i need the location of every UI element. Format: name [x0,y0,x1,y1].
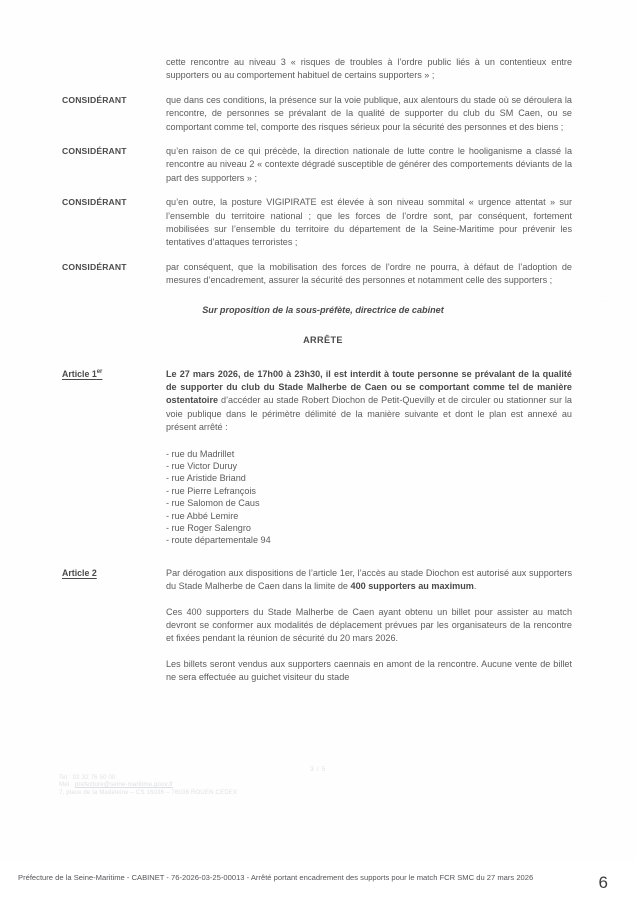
clause-text: qu’en raison de ce qui précède, la direction nationale de lutte contre le hooliganisme a classé la rencontre au niveau 2 « contexte dégradé susceptible de générer des comportements déviants de la part des supporters » ; [166,146,572,183]
viewer-caption-text: Préfecture de la Seine-Maritime - CABINET - 76-2026-03-25-00013 - Arrêté portant encadrement des supports pour le match FCR SMC du 27 mars 2026 [18,873,534,882]
street-list-item: - rue Victor Duruy [166,460,238,471]
article-label-superscript: er [96,368,103,375]
clause-label: CONSIDÉRANT [62,146,127,157]
street-list-item: - rue du Madrillet [166,448,235,459]
clause-label: CONSIDÉRANT [62,94,127,105]
considerant-clause [62,196,572,250]
continued-clause [62,56,572,83]
article-label-main: Article 1 [62,368,97,379]
street-list-item: - rue Abbé Lemire [166,510,239,521]
street-list-item: - route départementale 94 [166,535,271,546]
street-list-item: - rue Roger Salengro [166,522,251,533]
article-1-paragraph [166,368,572,435]
article-1-bold-text: Le 27 mars 2026, de 17h00 à 23h30, il est interdit à toute personne se prévalant de la qualité de supporter du club du Stade Malherbe de Caen ou se comportant comme tel de manière ostentatoire [166,368,572,406]
continued-paragraph-text: cette rencontre au niveau 3 « risques de troubles à l’ordre public liés à un contentieux entre supporters ou au comportement habituel de certains supporters » ; [166,57,572,81]
article-label-main: Article 2 [62,567,97,578]
printed-page-marker: 3 / 5 [310,766,326,773]
scan-artifact-mark: ·· [602,299,606,305]
street-list [166,448,572,547]
viewer-caption-bar [0,862,636,900]
street-list-item: - rue Salomon de Caus [166,498,260,509]
street-list-item: - rue Aristide Briand [166,473,246,484]
footer-phone: Tel : 02 32 76 50 00 [59,774,116,781]
article-1-rest-text: d’accéder au stade Robert Diochon de Petit-Quevilly et de circuler ou stationner sur la voie publique dans le périmètre délimité de la manière suivante et dont le plan est annexé au présent arrêté : [166,395,572,433]
article-body-2 [166,567,572,685]
page-footer [59,774,237,796]
considerant-clause [62,94,572,134]
article-body-1 [166,368,572,547]
article-2-text-end: . [473,581,477,592]
clause-label: CONSIDÉRANT [62,261,127,272]
article-2-paragraph-2: Ces 400 supporters du Stade Malherbe de Caen ayant obtenu un billet pour assister au match devront se conformer aux modalités de déplacement prévues par les organisateurs de la rencontre et fixées pendant la réunion de sécurité du 20 mars 2026. [166,606,572,644]
street-list-item: - rue Pierre Lefrançois [166,485,256,496]
article-2-bold-limit: 400 supporters au maximum [350,581,474,592]
footer-mail-address[interactable]: prefecture@seine-maritime.gouv.fr [74,781,174,789]
document-body [62,56,572,685]
considerant-clause [62,261,572,288]
proposition-line: Sur proposition de la sous-préfète, directrice de cabinet [202,304,444,315]
clause-text: que dans ces conditions, la présence sur la voie publique, aux alentours du stade où se déroulera la rencontre, de personnes se prévalant de la qualité de supporter du club du SM Caen, ou se comportant comme tel, comporte des risques sérieux pour la sécurité des personnes et des biens ; [166,94,572,132]
article-block-2 [62,567,572,685]
footer-mail-line [59,781,237,788]
footer-address: 7, place de la Madeleine – CS 16036 – 76036 ROUEN CEDEX [59,788,238,796]
arrete-heading: ARRÊTE [303,335,343,346]
article-block-1 [62,368,572,547]
article-label-2 [62,567,166,580]
article-2-text-start: Par dérogation aux dispositions de l’article 1er, l’accès au stade Diochon est autorisé aux supporters du Stade Malherbe de Caen dans la limite de [166,567,572,592]
footer-mail-label: Mel : [59,781,75,789]
clause-text: qu’en outre, la posture VIGIPIRATE est élevée à son niveau sommital « urgence attentat » sur l’ensemble du territoire national ; que les forces de l’ordre sont, par conséquent, fortement mobilisées sur l’ensemble du territoire du département de la Seine-Maritime pour prévenir les tentatives d’attaques terroristes ; [166,197,572,248]
clause-label: CONSIDÉRANT [62,197,127,208]
viewer-page-number: 6 [598,873,608,892]
article-2-paragraph-3: Les billets seront vendus aux supporters caennais en amont de la rencontre. Aucune vente de billet ne sera effectuée au guichet visiteur du stade [166,658,572,683]
article-label-1 [62,368,166,381]
considerant-clause [62,145,572,185]
article-2-paragraph-1 [166,567,572,594]
clause-text: par conséquent, que la mobilisation des forces de l’ordre ne pourra, à défaut de l’adoption de mesures d’encadrement, assurer la sécurité des personnes et notamment celle des supporters ; [166,261,572,286]
